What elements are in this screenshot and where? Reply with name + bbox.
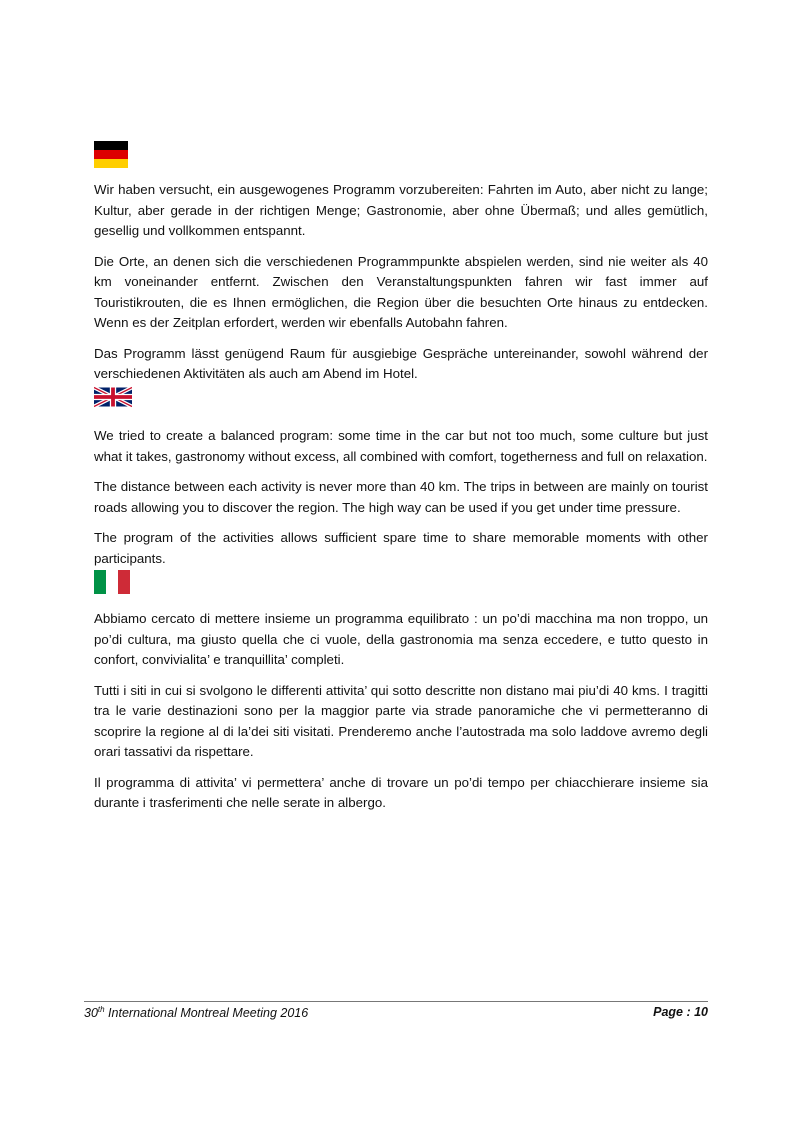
section-english — [94, 385, 708, 569]
footer-event-name: International Montreal Meeting 2016 — [104, 1006, 309, 1021]
english-paragraph-1: We tried to create a balanced program: some time in the car but not too much, some culture but just what it takes, gastronomy without excess, all combined with comfort, togetherness and full on relaxation. — [94, 428, 708, 464]
section-german — [94, 141, 708, 385]
italian-flag-icon — [94, 570, 130, 594]
footer-edition-suffix: th — [97, 1005, 105, 1014]
german-paragraph-3: Das Programm lässt genügend Raum für ausgiebige Gespräche untereinander, sowohl während der verschiedenen Aktivitäten als auch am Abend im Hotel. — [94, 345, 708, 381]
footer-edition-number: 30 — [84, 1006, 98, 1021]
footer-page-number: Page : 10 — [653, 1005, 708, 1019]
german-paragraph-2: Die Orte, an denen sich die verschiedenen Programmpunkte abspielen werden, sind nie weiter als 40 km voneinander entfernt. Zwischen den Veranstaltungspunkten fahren wir fast immer auf Touristikrouten, die es Ihnen ermöglichen, die Region über die besuchten Orte hinaus zu entdecken. Wenn es der Zeitplan erfordert, werden wir ebenfalls Autobahn fahren. — [94, 253, 708, 330]
english-paragraph-3: The program of the activities allows sufficient spare time to share memorable moments with other participants. — [94, 530, 708, 566]
footer-event-title — [84, 1005, 308, 1020]
german-paragraph-1: Wir haben versucht, ein ausgewogenes Programm vorzubereiten: Fahrten im Auto, aber nicht zu lange; Kultur, aber gerade in der richtigen Menge; Gastronomie, aber ohne Übermaß; und alles gemütlich, gesellig und vollkommen entspannt. — [94, 182, 708, 238]
german-flag-icon — [94, 141, 128, 168]
italian-paragraph-1: Abbiamo cercato di mettere insieme un programma equilibrato : un po’di macchina ma non troppo, un po’di cultura, ma giusto quella che ci vuole, della gastronomia ma senza eccedere, e tutto questo in confort, convivialita’ e tranquillita’ completi. — [94, 611, 708, 667]
page-footer — [84, 1001, 708, 1020]
english-paragraph-2: The distance between each activity is never more than 40 km. The trips in between are mainly on tourist roads allowing you to discover the region. The high way can be used if you get under time pressure. — [94, 479, 708, 515]
italian-paragraph-3: Il programma di attivita’ vi permettera’ anche di trovare un po’di tempo per chiacchierare insieme sia durante i trasferimenti che nelle serate in albergo. — [94, 774, 708, 810]
italian-paragraph-2: Tutti i siti in cui si svolgono le differenti attivita’ qui sotto descritte non distano mai piu’di 40 kms. I tragitti tra le varie destinazioni sono per la maggior parte via strade panoramiche che vi permetteranno di scoprire la regione al di la’dei siti visitati. Prenderemo anche l’autostrada ma solo laddove avremo degli orari tassativi da rispettare. — [94, 682, 708, 759]
uk-flag-icon — [94, 385, 132, 409]
section-italian — [94, 570, 708, 814]
